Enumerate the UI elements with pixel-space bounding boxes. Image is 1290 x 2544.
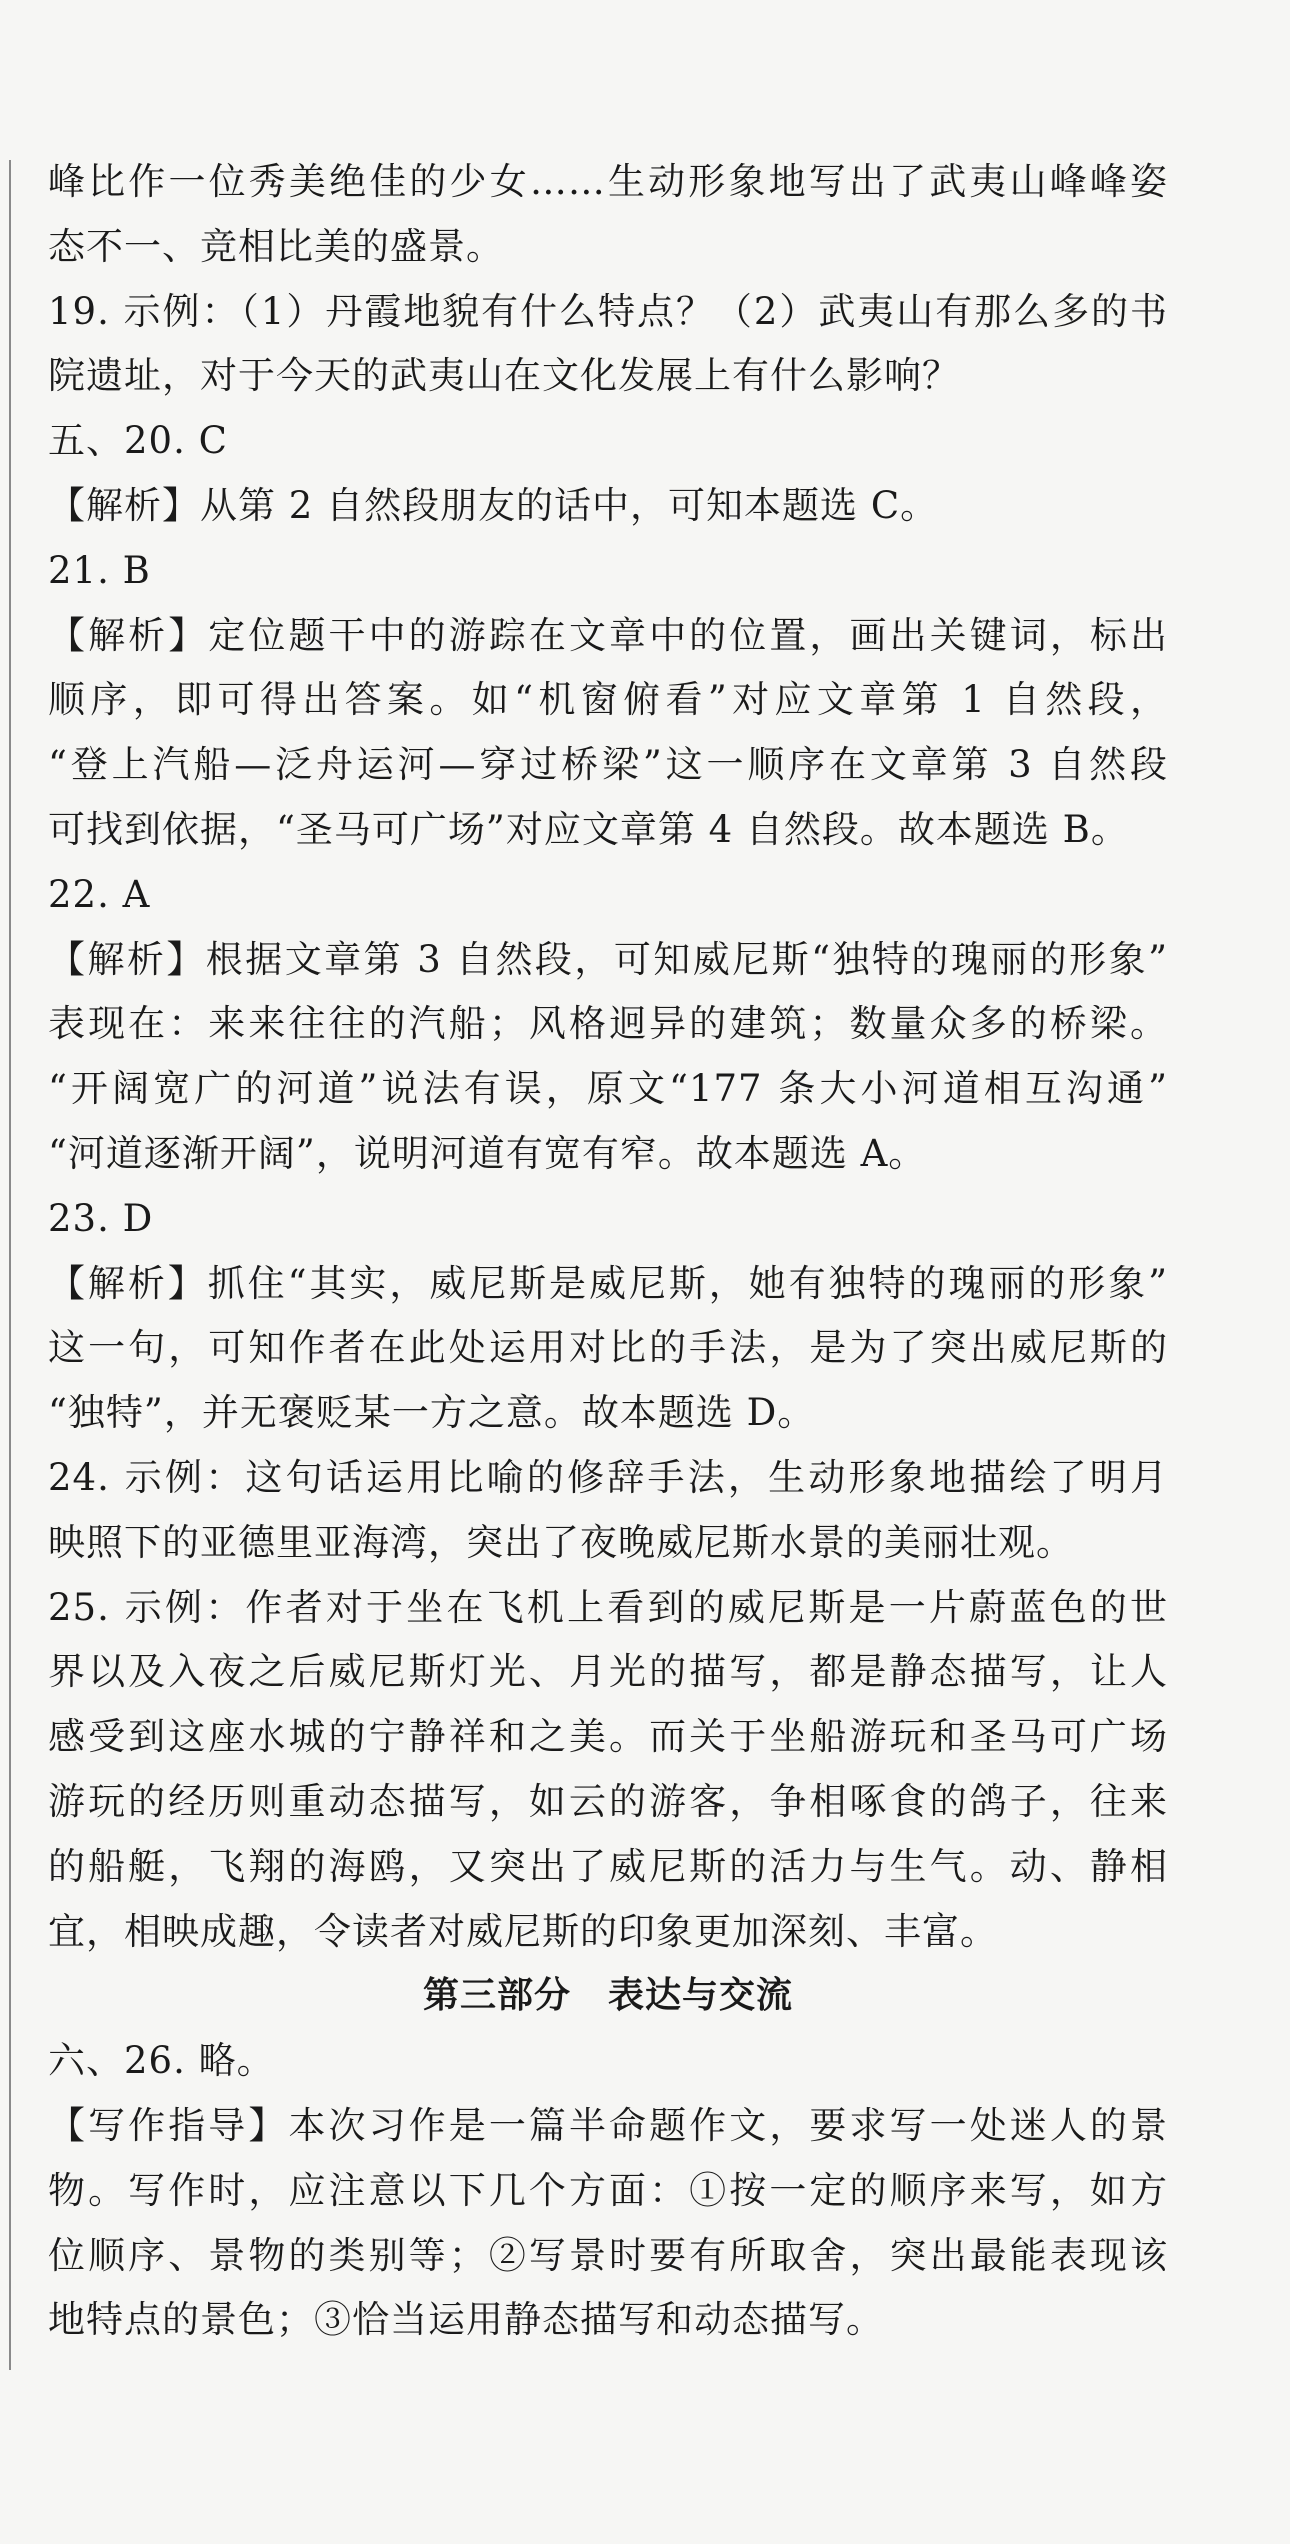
- left-margin-rule: [9, 160, 11, 2370]
- text-line: “独特”，并无褒贬某一方之意。故本题选 D。: [48, 1391, 816, 1435]
- text-line: 可找到依据，“圣马可广场”对应文章第 4 自然段。故本题选 B。: [48, 807, 1129, 851]
- text-line: 【解析】定位题干中的游踪在文章中的位置，画出关键词，标出: [48, 613, 1168, 657]
- text-line: 24. 示例：这句话运用比喻的修辞手法，生动形象地描绘了明月: [48, 1455, 1168, 1499]
- text-line: 宜，相映成趣，令读者对威尼斯的印象更加深刻、丰富。: [48, 1909, 998, 1953]
- text-line: 19. 示例：（1）丹霞地貌有什么特点？（2）武夷山有那么多的书: [48, 289, 1168, 333]
- answer-text-block: [48, 150, 1168, 2353]
- answer-26: 六、26. 略。: [48, 2039, 275, 2083]
- text-line: 映照下的亚德里亚海湾，突出了夜晚威尼斯水景的美丽壮观。: [48, 1520, 1074, 1564]
- text-line: 院遗址，对于今天的武夷山在文化发展上有什么影响？: [48, 354, 960, 398]
- text-line: 表现在：来来往往的汽船；风格迥异的建筑；数量众多的桥梁。: [48, 1002, 1168, 1046]
- answer-23: 23. D: [48, 1196, 154, 1240]
- text-line: 界以及入夜之后威尼斯灯光、月光的描写，都是静态描写，让人: [48, 1650, 1168, 1694]
- text-line: 这一句，可知作者在此处运用对比的手法，是为了突出威尼斯的: [48, 1326, 1168, 1370]
- text-line: 【解析】抓住“其实，威尼斯是威尼斯，她有独特的瑰丽的形象”: [48, 1261, 1168, 1305]
- text-line: 地特点的景色；③恰当运用静态描写和动态描写。: [48, 2298, 884, 2342]
- section-title: 第三部分 表达与交流: [422, 1975, 793, 2017]
- text-line: “河道逐渐开阔”，说明河道有宽有窄。故本题选 A。: [48, 1131, 927, 1175]
- text-line: 【写作指导】本次习作是一篇半命题作文，要求写一处迷人的景: [48, 2103, 1168, 2147]
- text-line: 的船艇，飞翔的海鸥，又突出了威尼斯的活力与生气。动、静相: [48, 1844, 1168, 1888]
- text-line: 【解析】根据文章第 3 自然段，可知威尼斯“独特的瑰丽的形象”: [48, 937, 1168, 981]
- text-line: 【解析】从第 2 自然段朋友的话中，可知本题选 C。: [48, 483, 939, 527]
- text-line: “开阔宽广的河道”说法有误，原文“177 条大小河道相互沟通”: [48, 1067, 1168, 1111]
- text-line: 游玩的经历则重动态描写，如云的游客，争相啄食的鸽子，往来: [48, 1779, 1168, 1823]
- text-line: 物。写作时，应注意以下几个方面：①按一定的顺序来写，如方: [48, 2168, 1168, 2212]
- text-line: 顺序，即可得出答案。如“机窗俯看”对应文章第 1 自然段，: [48, 678, 1168, 722]
- text-line: 位顺序、景物的类别等；②写景时要有所取舍，突出最能表现该: [48, 2233, 1168, 2277]
- answer-21: 21. B: [48, 548, 151, 592]
- answer-20: 五、20. C: [48, 419, 228, 463]
- text-line: 25. 示例：作者对于坐在飞机上看到的威尼斯是一片蔚蓝色的世: [48, 1585, 1168, 1629]
- answer-22: 22. A: [48, 872, 151, 916]
- text-line: “登上汽船—泛舟运河—穿过桥梁”这一顺序在文章第 3 自然段: [48, 743, 1168, 787]
- text-line: 感受到这座水城的宁静祥和之美。而关于坐船游玩和圣马可广场: [48, 1715, 1168, 1759]
- text-line: 峰比作一位秀美绝佳的少女……生动形象地写出了武夷山峰峰姿: [48, 160, 1168, 203]
- text-line: 态不一、竞相比美的盛景。: [48, 224, 504, 268]
